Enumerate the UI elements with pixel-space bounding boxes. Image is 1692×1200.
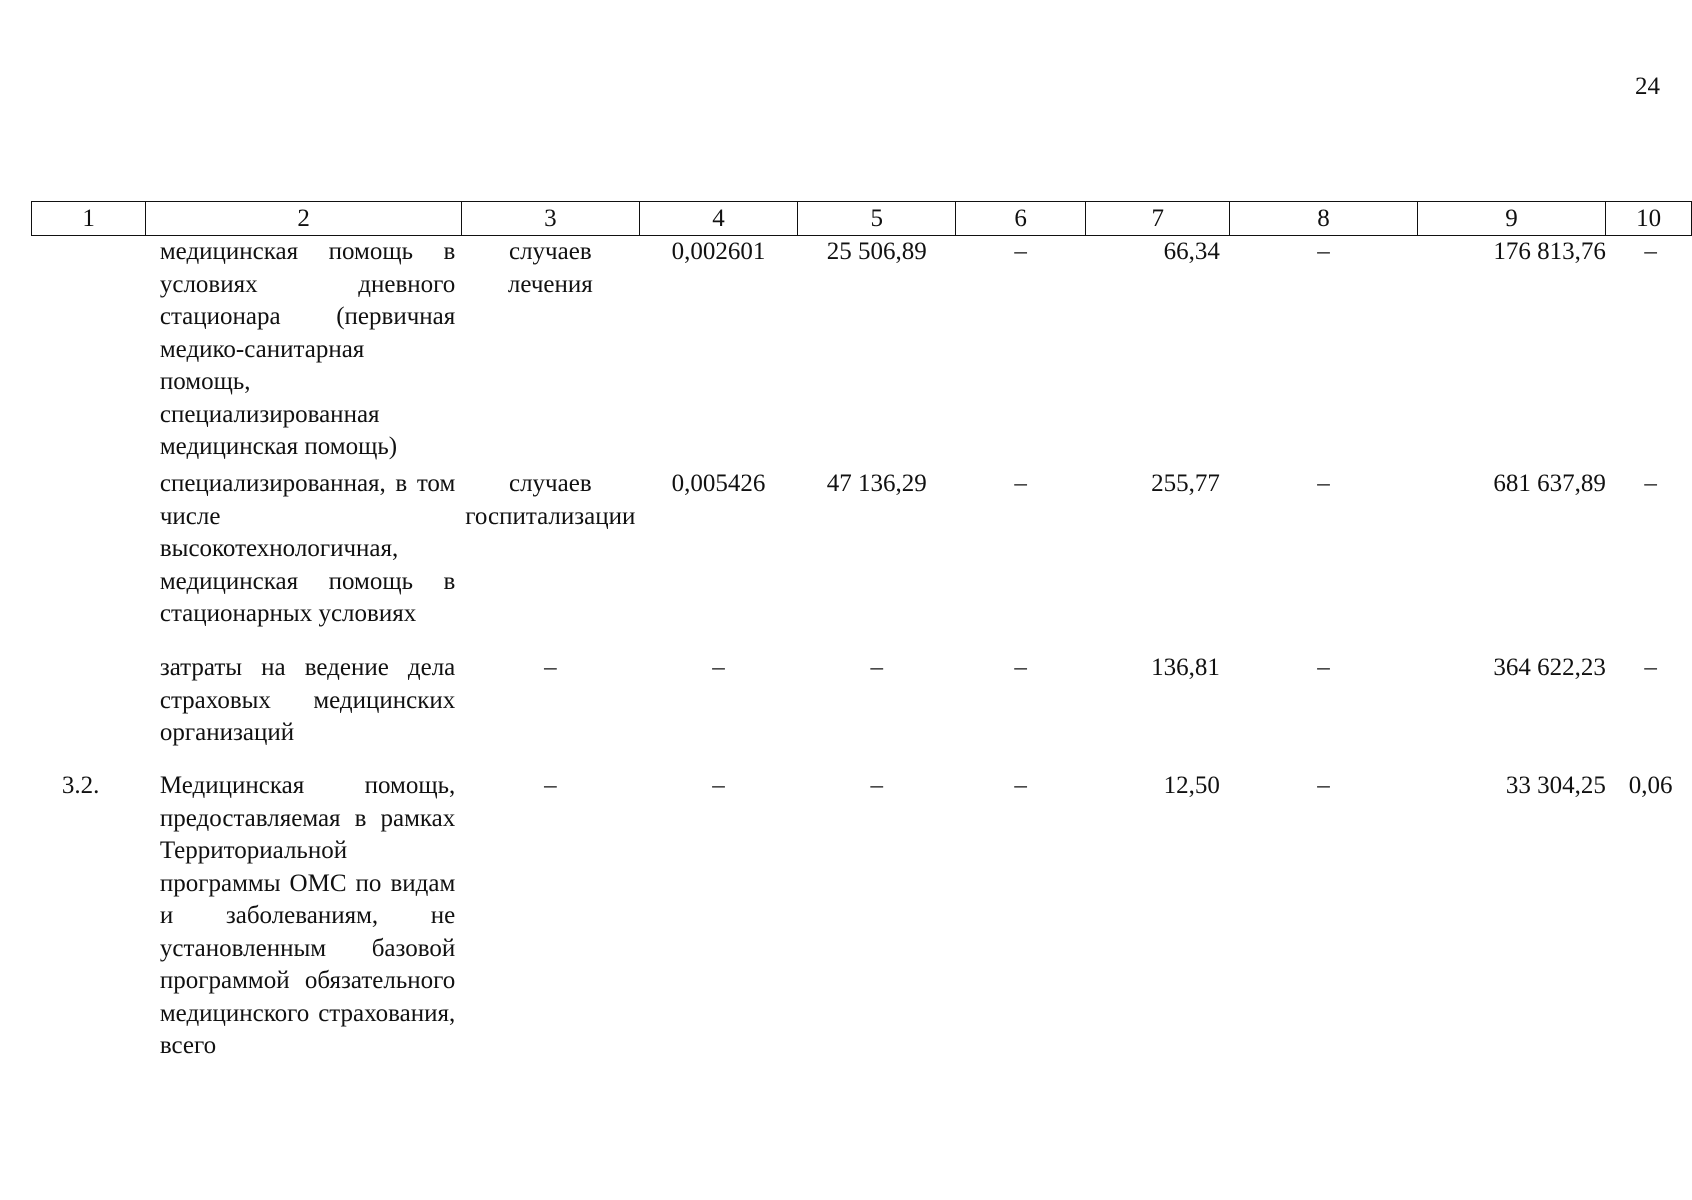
cell-col9: 364 622,23 [1493, 654, 1606, 681]
cell-description: специализированная, в том числе высокотехнологичная, медицинская помощь в стационарных условиях [159, 470, 456, 627]
cell-col7: 66,34 [1163, 238, 1220, 265]
cell-description: Медицинская помощь, предоставляемая в рамках Территориальной программы ОМС по видам и заболеваниям, не установленным базовой программой обязательного медицинского страхования, всего [159, 772, 456, 1059]
cell-col9: 33 304,25 [1505, 772, 1606, 799]
cell-col7: 136,81 [1151, 654, 1220, 681]
column-header-5: 5 [798, 202, 956, 236]
cell-col7: 255,77 [1151, 470, 1220, 497]
cell-unit: – [544, 772, 557, 799]
cell-number [32, 652, 146, 770]
column-header-9: 9 [1417, 202, 1606, 236]
cell-col10: – [1644, 470, 1657, 497]
cell-col6: – [1014, 772, 1027, 799]
cell-description: медицинская помощь в условиях дневного стационара (первичная медико-санитарная помощь, специализированная медицинская помощь) [159, 238, 456, 460]
cell-unit: случаев лечения [507, 238, 593, 298]
table-row [32, 468, 1692, 652]
column-header-1: 1 [32, 202, 146, 236]
cell-col4: – [712, 772, 725, 799]
cell-col6: – [1014, 238, 1027, 265]
data-table [31, 201, 1692, 1063]
column-header-4: 4 [639, 202, 797, 236]
table-row [32, 236, 1692, 469]
cell-col10: – [1644, 238, 1657, 265]
cell-col6: – [1014, 654, 1027, 681]
column-header-6: 6 [956, 202, 1086, 236]
cell-col9: 681 637,89 [1493, 470, 1606, 497]
cell-unit: случаев госпитализации [465, 470, 636, 530]
cell-col9: 176 813,76 [1493, 238, 1606, 265]
cell-description: затраты на ведение дела страховых медицинских организаций [159, 654, 456, 746]
cell-col5: – [870, 654, 883, 681]
cell-col5: 47 136,29 [826, 470, 927, 497]
cell-col8: – [1317, 654, 1330, 681]
cell-col8: – [1317, 772, 1330, 799]
cell-number: 3.2. [61, 772, 100, 799]
cell-col10: – [1644, 654, 1657, 681]
table-row [32, 770, 1692, 1063]
cell-col10: 0,06 [1628, 772, 1673, 799]
cell-col4: 0,005426 [671, 470, 766, 497]
cell-number [32, 468, 146, 652]
header-row [32, 202, 1692, 236]
cell-col4: – [712, 654, 725, 681]
cell-col5: – [870, 772, 883, 799]
cell-col7: 12,50 [1163, 772, 1220, 799]
cell-col8: – [1317, 470, 1330, 497]
column-header-2: 2 [146, 202, 461, 236]
page-number: 24 [1635, 73, 1660, 100]
table-header [32, 202, 1692, 236]
cell-number [32, 236, 146, 469]
column-header-7: 7 [1086, 202, 1230, 236]
cell-unit: – [544, 654, 557, 681]
cell-col5: 25 506,89 [826, 238, 927, 265]
cell-col6: – [1014, 470, 1027, 497]
column-header-10: 10 [1606, 202, 1692, 236]
table-body [32, 236, 1692, 1063]
table-row [32, 652, 1692, 770]
cell-col8: – [1317, 238, 1330, 265]
column-header-3: 3 [461, 202, 639, 236]
cell-col4: 0,002601 [671, 238, 766, 265]
column-header-8: 8 [1230, 202, 1417, 236]
